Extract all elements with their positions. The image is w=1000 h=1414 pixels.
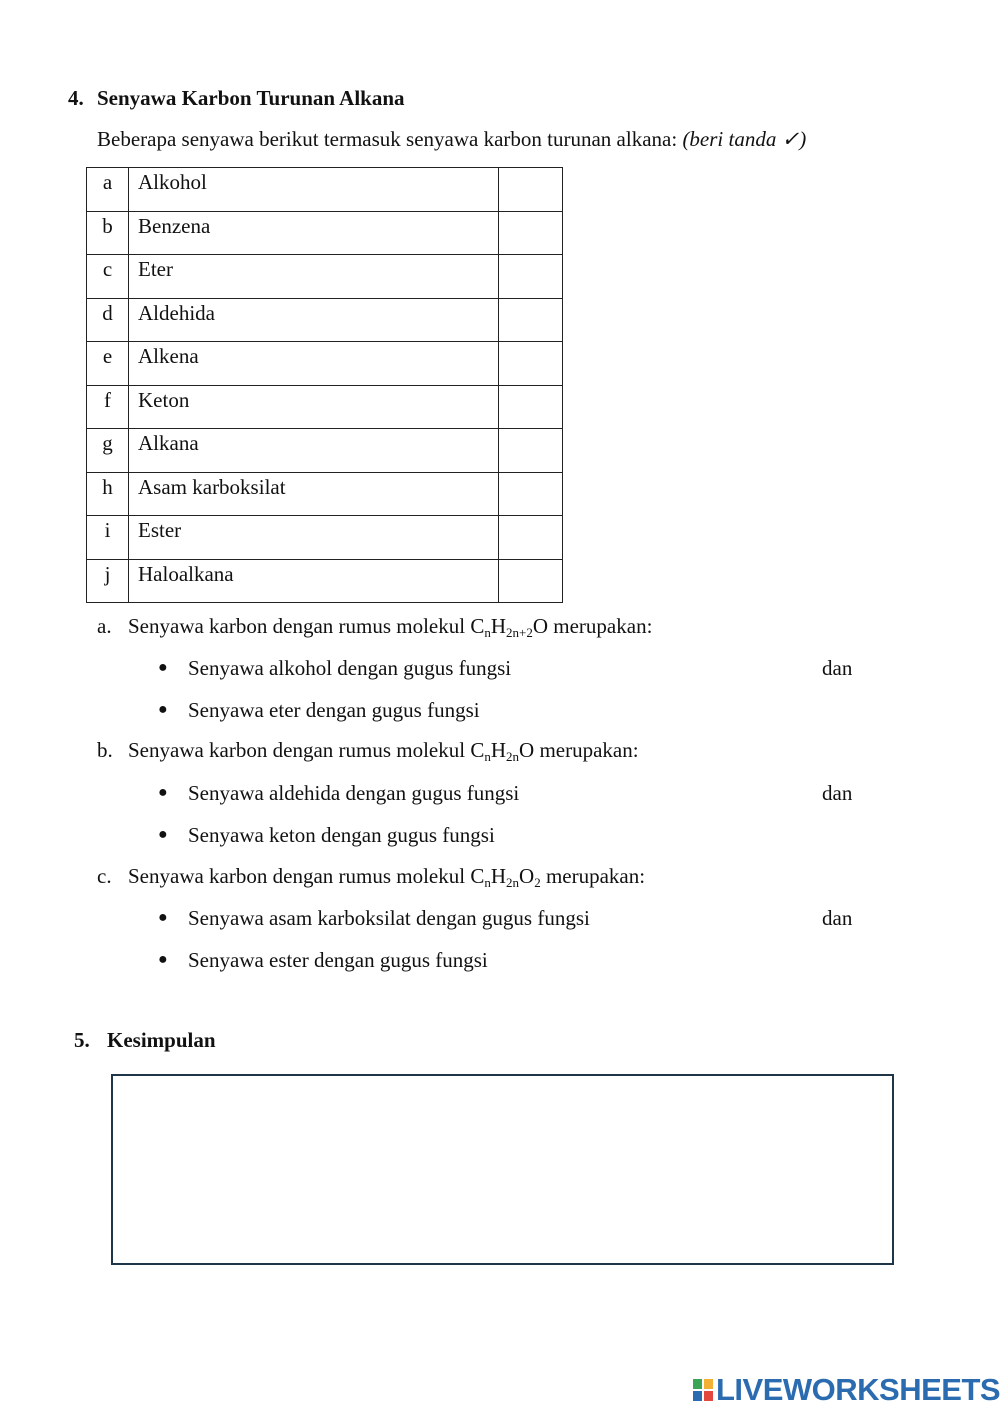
formula-o: O xyxy=(532,614,549,638)
table-row xyxy=(87,516,563,560)
formula-h: H xyxy=(490,738,507,762)
question-c-bullet-1: Senyawa asam karboksilat dengan gugus fungsi xyxy=(188,906,590,930)
section-4-number: 4. xyxy=(68,86,84,110)
section-5-title: Kesimpulan xyxy=(107,1028,216,1052)
check-cell[interactable] xyxy=(499,429,563,473)
check-cell[interactable] xyxy=(499,211,563,255)
check-cell[interactable] xyxy=(499,255,563,299)
question-c-label: c. xyxy=(97,864,112,888)
intro-text: Beberapa senyawa berikut termasuk senyawa karbon turunan alkana: xyxy=(97,127,683,151)
formula-sub-n: n xyxy=(484,625,491,640)
table-row xyxy=(87,559,563,603)
check-cell[interactable] xyxy=(499,168,563,212)
brand-name: LIVEWORKSHEETS xyxy=(716,1372,1000,1407)
formula-sub-h: 2n xyxy=(506,875,520,890)
check-cell[interactable] xyxy=(499,342,563,386)
formula-sub-o: 2 xyxy=(534,875,541,890)
row-compound-name: Alkohol xyxy=(129,168,499,212)
liveworksheets-logo xyxy=(692,1372,1000,1408)
row-letter: g xyxy=(87,429,129,473)
bullet-icon: ● xyxy=(158,659,168,676)
bullet-icon: ● xyxy=(158,784,168,801)
row-compound-name: Alkena xyxy=(129,342,499,386)
question-a-stem xyxy=(128,613,652,639)
section-4-title: Senyawa Karbon Turunan Alkana xyxy=(97,86,405,110)
table-row xyxy=(87,429,563,473)
formula-h: H xyxy=(490,864,507,888)
row-compound-name: Aldehida xyxy=(129,298,499,342)
row-compound-name: Haloalkana xyxy=(129,559,499,603)
table-row xyxy=(87,298,563,342)
formula-sub-h: 2n xyxy=(506,749,520,764)
section-5-heading xyxy=(74,1028,216,1053)
formula-sub-n: n xyxy=(484,875,491,890)
stem-text: Senyawa karbon dengan rumus molekul C xyxy=(128,614,485,638)
formula-o: O xyxy=(519,864,535,888)
bullet-icon: ● xyxy=(158,909,168,926)
bullet-icon: ● xyxy=(158,951,168,968)
question-b-and: dan xyxy=(822,781,853,805)
question-a-bullet-2: Senyawa eter dengan gugus fungsi xyxy=(188,698,480,722)
formula-sub-n: n xyxy=(484,749,491,764)
stem-text: Senyawa karbon dengan rumus molekul C xyxy=(128,864,485,888)
table-row xyxy=(87,472,563,516)
question-b-stem xyxy=(128,737,639,763)
intro-hint: (beri tanda ✓) xyxy=(682,127,807,151)
row-letter: i xyxy=(87,516,129,560)
question-b-bullet-1: Senyawa aldehida dengan gugus fungsi xyxy=(188,781,520,805)
table-row xyxy=(87,168,563,212)
compound-checklist-table xyxy=(86,167,563,603)
stem-suffix: merupakan: xyxy=(540,864,646,888)
question-a-and: dan xyxy=(822,656,853,680)
row-letter: j xyxy=(87,559,129,603)
formula-h: H xyxy=(490,614,507,638)
question-c-bullet-2: Senyawa ester dengan gugus fungsi xyxy=(188,948,488,972)
question-a-bullet-1: Senyawa alkohol dengan gugus fungsi xyxy=(188,656,512,680)
row-letter: d xyxy=(87,298,129,342)
table-row xyxy=(87,211,563,255)
row-letter: c xyxy=(87,255,129,299)
row-compound-name: Ester xyxy=(129,516,499,560)
table-row xyxy=(87,342,563,386)
row-compound-name: Eter xyxy=(129,255,499,299)
stem-text: Senyawa karbon dengan rumus molekul C xyxy=(128,738,485,762)
question-a-label: a. xyxy=(97,614,112,638)
row-compound-name: Benzena xyxy=(129,211,499,255)
bullet-icon: ● xyxy=(158,826,168,843)
row-letter: b xyxy=(87,211,129,255)
formula-o: O xyxy=(519,738,535,762)
formula-sub-h: 2n+2 xyxy=(506,625,533,640)
row-compound-name: Asam karboksilat xyxy=(129,472,499,516)
section-4-intro xyxy=(97,126,806,152)
check-cell[interactable] xyxy=(499,385,563,429)
check-cell[interactable] xyxy=(499,472,563,516)
check-cell[interactable] xyxy=(499,516,563,560)
stem-suffix: merupakan: xyxy=(534,738,639,762)
check-cell[interactable] xyxy=(499,559,563,603)
stem-suffix: merupakan: xyxy=(548,614,653,638)
question-c-stem xyxy=(128,863,645,889)
question-b-label: b. xyxy=(97,738,113,762)
row-letter: h xyxy=(87,472,129,516)
row-letter: f xyxy=(87,385,129,429)
liveworksheets-mark-icon xyxy=(692,1376,714,1404)
row-letter: a xyxy=(87,168,129,212)
question-b-bullet-2: Senyawa keton dengan gugus fungsi xyxy=(188,823,495,847)
table-row xyxy=(87,255,563,299)
question-c-and: dan xyxy=(822,906,853,930)
row-compound-name: Alkana xyxy=(129,429,499,473)
table-row xyxy=(87,385,563,429)
section-4-heading xyxy=(68,86,405,111)
bullet-icon: ● xyxy=(158,701,168,718)
section-5-number: 5. xyxy=(74,1028,90,1052)
conclusion-answer-box[interactable] xyxy=(111,1074,894,1265)
row-compound-name: Keton xyxy=(129,385,499,429)
row-letter: e xyxy=(87,342,129,386)
check-cell[interactable] xyxy=(499,298,563,342)
